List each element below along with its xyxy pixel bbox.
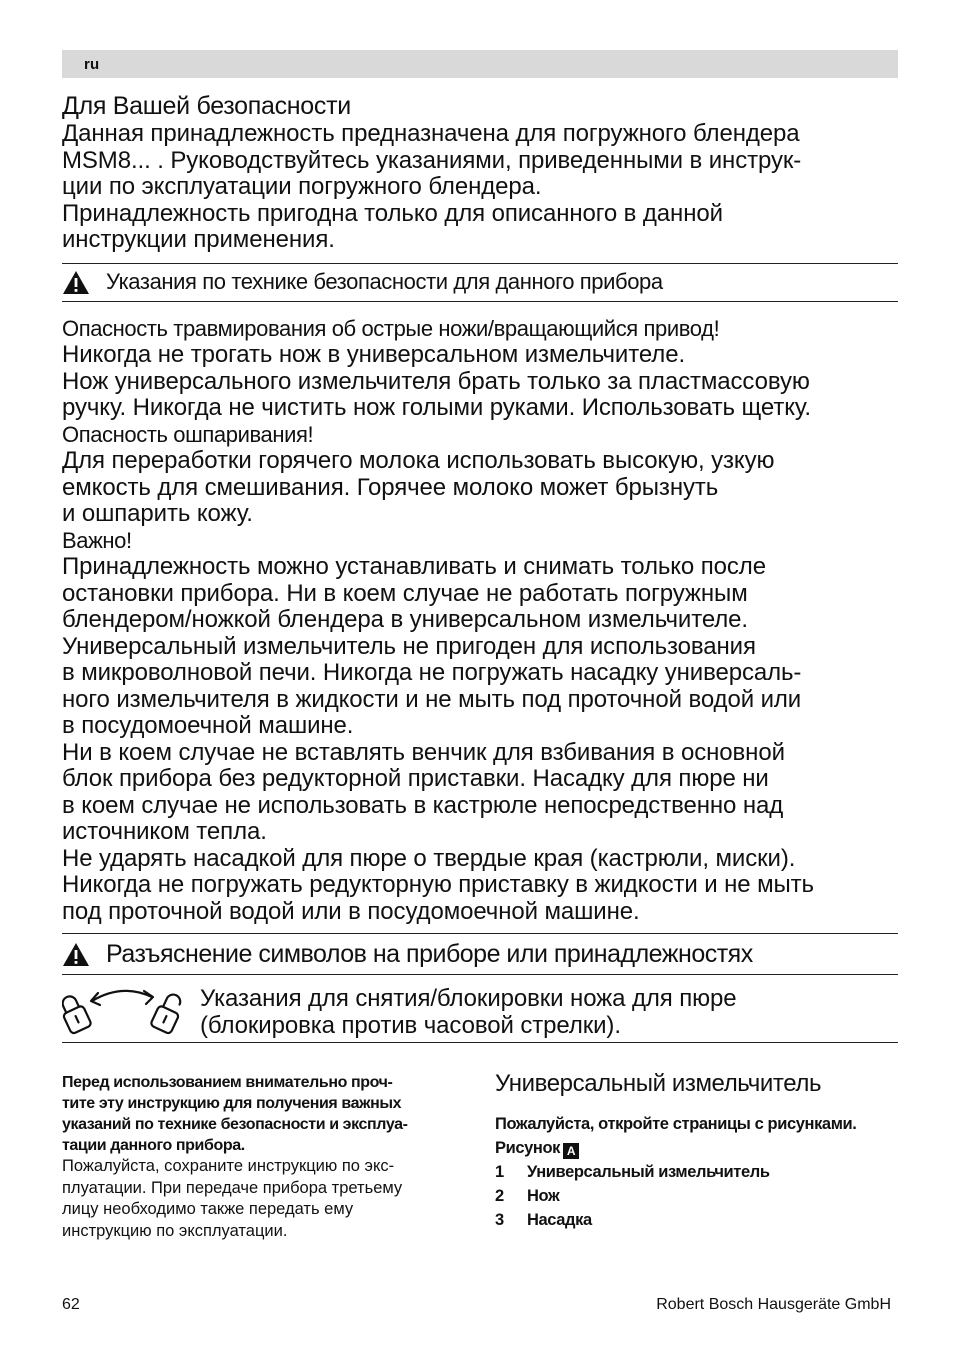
lock-unlock-icon (62, 985, 200, 1042)
text-line: Принадлежность можно устанавливать и снимать только после (62, 553, 766, 580)
text-line: плуатации. При передаче прибора третьему (62, 1178, 403, 1197)
text-line: MSM8... . Руководствуйтесь указаниями, приведенными в инструк- (62, 146, 802, 174)
divider (62, 301, 898, 302)
text-line: источником тепла. (62, 818, 267, 845)
text-line: (блокировка против часовой стрелки). (200, 1012, 621, 1039)
lock-symbol-text (200, 985, 737, 1039)
text-line: инструкции применения. (62, 226, 335, 253)
left-column (62, 1072, 472, 1242)
text-line: Никогда не трогать нож в универсальном измельчителе. (62, 341, 686, 368)
text-line: тации данного прибора. (62, 1137, 245, 1154)
item-label: Нож (527, 1187, 560, 1205)
text-line: ции по эксплуатации погружного блендера. (62, 173, 542, 200)
danger-knife-section (62, 316, 898, 422)
text-line: остановки прибора. Ни в коем случае не работать погружным (62, 579, 748, 607)
text-line: в микроволновой печи. Никогда не погружать насадку универсаль- (62, 659, 802, 686)
right-column (495, 1068, 905, 1232)
danger-knife-heading: Опасность травмирования об острые ножи/вращающийся привод! (62, 315, 720, 341)
danger-scald-heading: Опасность ошпаривания! (62, 421, 314, 447)
text-line: тите эту инструкцию для получения важных (62, 1095, 402, 1112)
text-line: ного измельчителя в жидкости и не мыть под проточной водой или (62, 685, 802, 713)
text-line: Нож универсального измельчителя брать только за пластмассовую (62, 367, 810, 395)
device-safety-heading (62, 264, 898, 301)
text-line: указаний по технике безопасности и эксплуа- (62, 1116, 408, 1133)
figure-label: Рисунок (495, 1139, 561, 1157)
warning-icon (62, 270, 90, 295)
text-line: Ни в коем случае не вставлять венчик для взбивания в основной (62, 738, 785, 766)
lock-symbol-row (62, 975, 898, 1042)
divider (62, 1042, 898, 1043)
text-line: в коем случае не использовать в кастрюле непосредственно над (62, 791, 784, 819)
text-line: инструкцию по эксплуатации. (62, 1221, 288, 1240)
danger-scald-section (62, 422, 898, 528)
text-line: Никогда не погружать редукторную приставку в жидкости и не мыть (62, 871, 814, 898)
item-number: 2 (495, 1187, 504, 1205)
item-label: Универсальный измельчитель (527, 1163, 770, 1181)
text-line: Не ударять насадкой для пюре о твердые края (кастрюли, миски). (62, 844, 796, 872)
text-line: Перед использованием внимательно проч- (62, 1074, 393, 1091)
figure-label-row (495, 1136, 905, 1160)
language-code: ru (84, 56, 100, 73)
important-section (62, 528, 898, 926)
language-bar (62, 50, 898, 78)
symbols-title: Разъяснение символов на приборе или принадлежностях (106, 939, 753, 968)
open-pages-note: Пожалуйста, откройте страницы с рисунками. (495, 1115, 857, 1133)
text-line: в посудомоечной машине. (62, 712, 354, 739)
list-item (495, 1160, 905, 1184)
symbols-heading (62, 934, 898, 974)
text-line: и ошпарить кожу. (62, 500, 253, 527)
page-number: 62 (62, 1296, 80, 1313)
chopper-title: Универсальный измельчитель (495, 1070, 822, 1097)
text-line: Для переработки горячего молока использовать высокую, узкую (62, 447, 775, 474)
list-item (495, 1184, 905, 1208)
text-line: Принадлежность пригодна только для описанного в данной (62, 199, 723, 227)
text-line: Указания для снятия/блокировки ножа для пюре (200, 985, 737, 1012)
text-line: Пожалуйста, сохраните инструкцию по экс- (62, 1157, 395, 1175)
safety-title: Для Вашей безопасности (62, 92, 351, 120)
figure-badge: A (563, 1143, 579, 1159)
device-safety-title: Указания по технике безопасности для данного прибора (106, 269, 663, 294)
important-heading: Важно! (62, 527, 132, 553)
text-line: лицу необходимо также передать ему (62, 1200, 354, 1218)
text-line: Универсальный измельчитель не пригоден для использования (62, 632, 756, 660)
text-line: блендером/ножкой блендера в универсальном измельчителе. (62, 606, 749, 633)
item-number: 1 (495, 1163, 504, 1181)
main-content (62, 92, 898, 1043)
text-line: емкость для смешивания. Горячее молоко может брызнуть (62, 473, 719, 501)
item-number: 3 (495, 1211, 504, 1229)
text-line: ручку. Никогда не чистить нож голыми руками. Использовать щетку. (62, 394, 811, 421)
company-name: Robert Bosch Hausgeräte GmbH (656, 1296, 891, 1313)
warning-icon (62, 942, 90, 967)
list-item (495, 1208, 905, 1232)
safety-intro (62, 121, 898, 254)
text-line: Данная принадлежность предназначена для погружного блендера (62, 120, 800, 147)
text-line: под проточной водой или в посудомоечной машине. (62, 897, 640, 925)
text-line: блок прибора без редукторной приставки. Насадку для пюре ни (62, 765, 769, 792)
item-label: Насадка (527, 1211, 592, 1229)
